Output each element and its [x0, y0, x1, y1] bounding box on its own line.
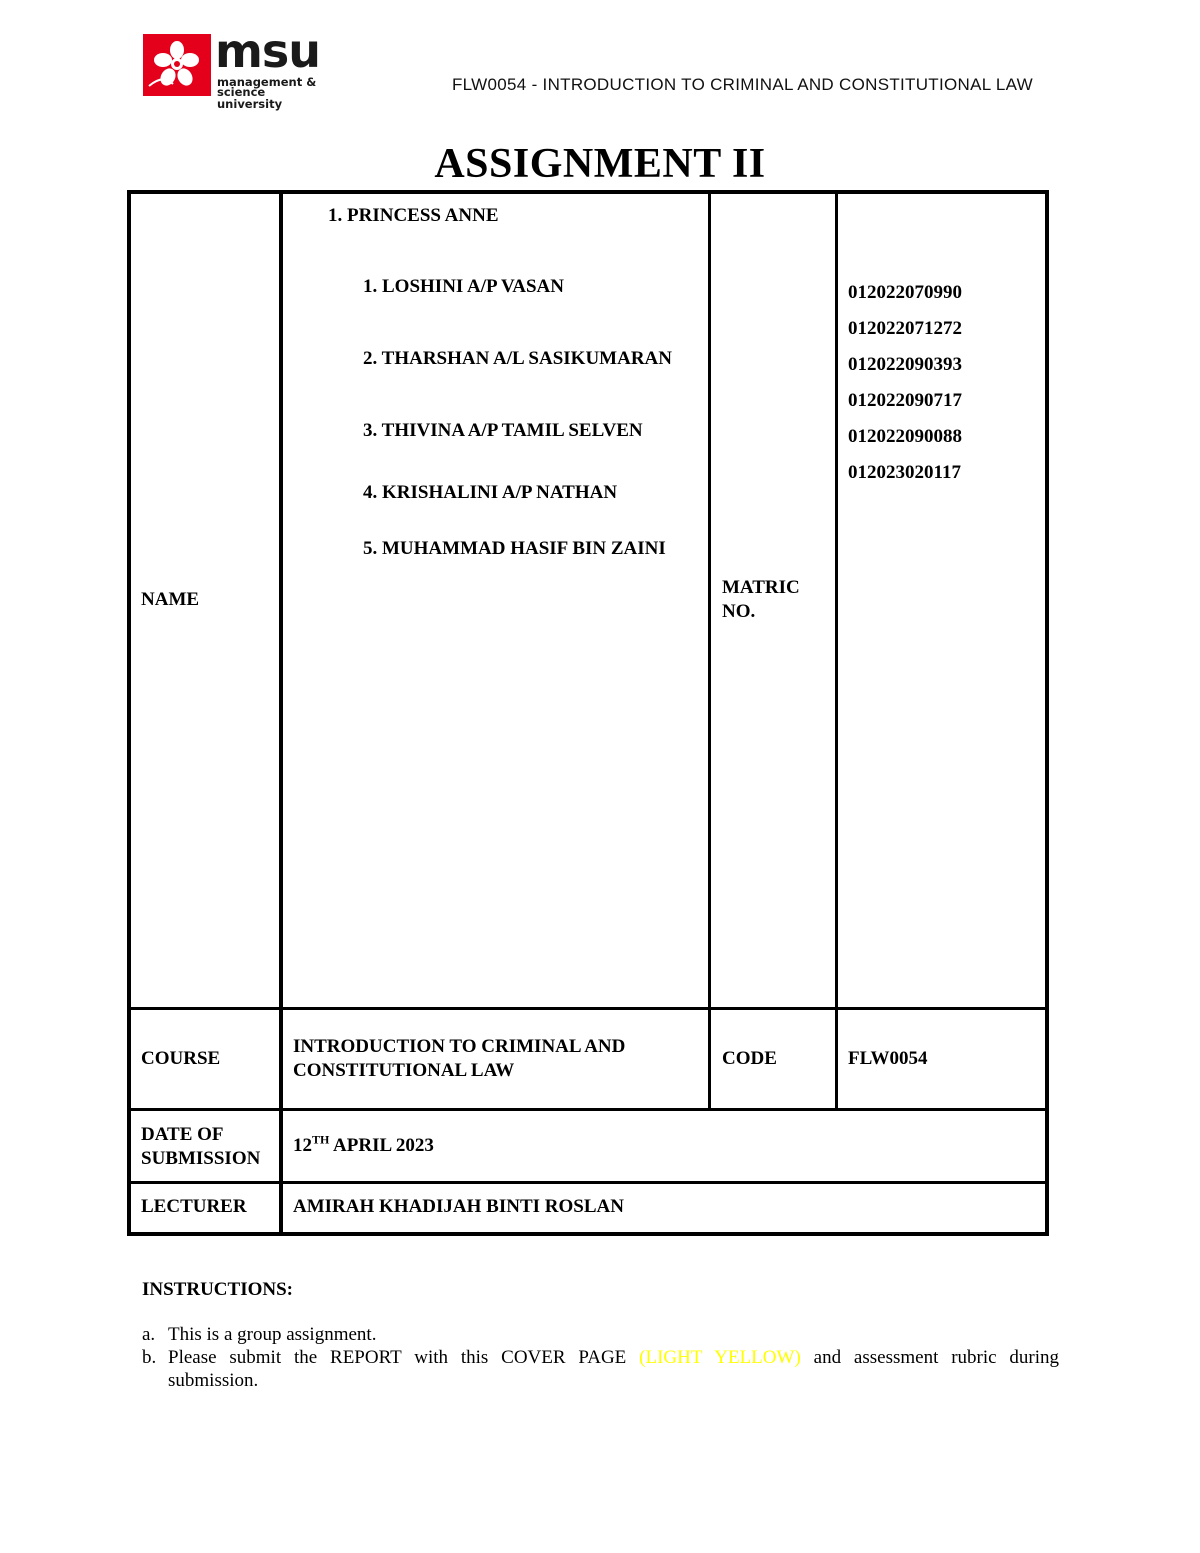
msu-logo: [143, 24, 333, 111]
logo-tagline-2: science university: [217, 85, 283, 111]
lecturer-label: LECTURER: [141, 1196, 247, 1217]
document-title: ASSIGNMENT II: [434, 141, 766, 187]
code-label: CODE: [722, 1048, 777, 1069]
hibiscus-logo-icon: [143, 34, 211, 96]
header-course-title: FLW0054 - INTRODUCTION TO CRIMINAL AND CONSTITUTIONAL LAW: [452, 75, 1033, 94]
group-leader: 1. PRINCESS ANNE: [328, 205, 499, 226]
instructions-heading: INSTRUCTIONS:: [142, 1279, 293, 1300]
logo-tagline-1: management &: [217, 75, 317, 89]
date-ordinal-suffix: TH: [312, 1132, 330, 1147]
matric-number-5: 012022090088: [848, 426, 962, 447]
submission-date: [293, 1134, 434, 1158]
date-month-year: APRIL 2023: [333, 1135, 434, 1156]
date-label-line1: DATE OF: [141, 1124, 224, 1145]
course-value: [293, 1035, 625, 1083]
course-label: COURSE: [141, 1048, 221, 1069]
instruction-marker-a: a.: [142, 1324, 156, 1345]
matric-number-4: 012022090717: [848, 390, 962, 411]
date-label-line2: SUBMISSION: [141, 1148, 261, 1169]
table-col-divider: [279, 190, 283, 1236]
instruction-item-a: [142, 1323, 1060, 1347]
matric-number-2: 012022071272: [848, 318, 962, 339]
table-border-right: [1045, 190, 1049, 1236]
date-day: 12: [293, 1135, 312, 1156]
instruction-text-b-line1: [168, 1346, 1059, 1369]
member-3: 3. THIVINA A/P TAMIL SELVEN: [363, 420, 643, 441]
instruction-text-b-before: Please submit the REPORT with this COVER PAGE: [168, 1347, 627, 1368]
code-value: FLW0054: [848, 1048, 928, 1069]
table-col-divider: [708, 190, 711, 1110]
instruction-text-a: This is a group assignment.: [168, 1324, 377, 1345]
matric-number-1: 012022070990: [848, 282, 962, 303]
member-2: 2. THARSHAN A/L SASIKUMARAN: [363, 348, 672, 369]
table-col-divider: [835, 190, 838, 1110]
instruction-text-b-wrap: submission.: [168, 1370, 259, 1391]
table-row-divider: [127, 1007, 1049, 1010]
instruction-text-b-after: and assessment rubric during: [813, 1347, 1060, 1368]
member-4: 4. KRISHALINI A/P NATHAN: [363, 482, 618, 503]
matric-label-line1: MATRIC: [722, 577, 800, 598]
date-label: [141, 1123, 260, 1171]
member-5: 5. MUHAMMAD HASIF BIN ZAINI: [363, 538, 666, 559]
matric-label-line2: NO.: [722, 601, 756, 622]
matric-number-6: 012023020117: [848, 462, 961, 483]
course-value-line2: CONSTITUTIONAL LAW: [293, 1060, 515, 1081]
table-border-top: [127, 190, 1049, 194]
table-border-left: [127, 190, 131, 1236]
member-1: 1. LOSHINI A/P VASAN: [363, 276, 564, 297]
logo-wordmark: msu: [215, 24, 321, 78]
matric-number-3: 012022090393: [848, 354, 962, 375]
course-value-line1: INTRODUCTION TO CRIMINAL AND: [293, 1036, 626, 1057]
matric-label: [722, 576, 800, 624]
table-row-divider: [127, 1108, 1049, 1111]
table-border-bottom: [127, 1232, 1049, 1236]
instruction-highlight: (LIGHT YELLOW): [639, 1347, 801, 1368]
instruction-marker-b: b.: [142, 1347, 157, 1368]
lecturer-value: AMIRAH KHADIJAH BINTI ROSLAN: [293, 1196, 624, 1217]
table-row-divider: [127, 1181, 1049, 1184]
name-label: NAME: [141, 589, 200, 610]
instruction-item-b: [142, 1346, 1060, 1394]
